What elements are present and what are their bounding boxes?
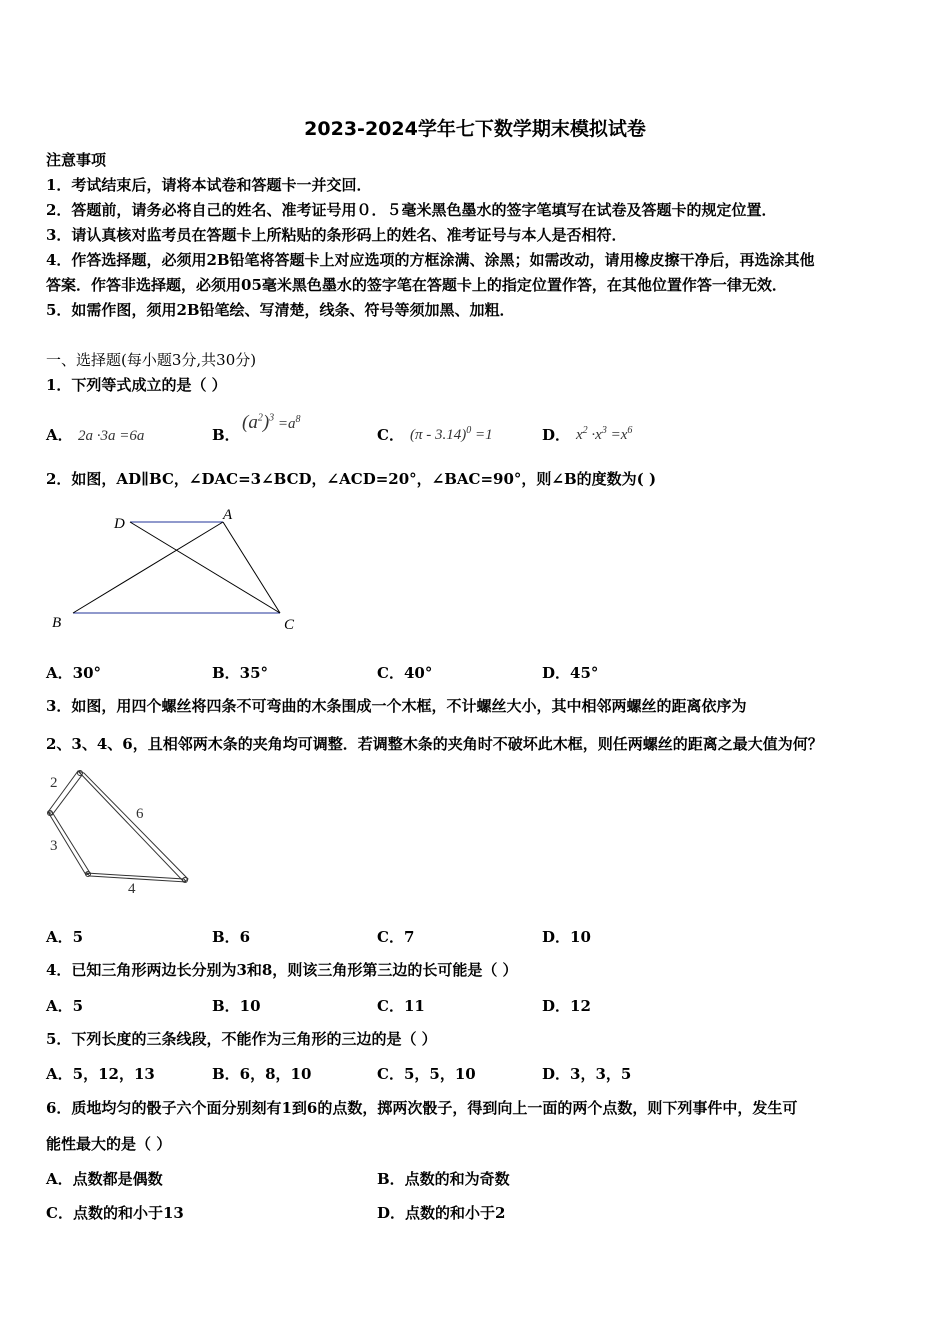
label-b: B [52,615,62,631]
question-3-stem-line2: 2、3、4、6，且相邻两木条的夹角均可调整．若调整木条的夹角时不破坏此木框，则任两螺丝的距离之最大值为何？ [46,735,823,753]
option-b: B．6 [212,928,251,946]
option-c: C．5，5，10 [377,1065,476,1083]
notice-item: 2．答题前，请务必将自己的姓名、准考证号用０．５毫米黑色墨水的签字笔填写在试卷及答题卡的规定位置． [46,201,777,219]
notice-heading: 注意事项 [46,151,107,169]
option-b: B．35° [212,664,269,682]
notice-item: 答案．作答非选择题，必须用05毫米黑色墨水的签字笔在答题卡上的指定位置作答，在其他位置作答一律无效． [46,276,787,294]
notice-item: 5．如需作图，须用2B铅笔绘、写清楚，线条、符号等须加黑、加粗． [46,301,515,319]
bar-6 [78,771,188,882]
bar-4 [86,873,186,882]
option-c: C．点数的和小于13 [46,1204,184,1222]
option-d: D．10 [542,928,591,946]
option-a: A．点数都是偶数 [46,1170,163,1188]
question-6-stem-line1: 6．质地均匀的骰子六个面分别刻有1到6的点数，掷两次骰子，得到向上一面的两个点数，则下列事件中，发生可 [46,1099,798,1117]
option-a: A．5 [46,928,84,946]
option-b-formula: $(a^2)^3 =a^8$ [242,412,301,433]
question-5-stem: 5．下列长度的三条线段，不能作为三角形的三边的是（ ） [46,1030,437,1048]
question-2-figure [40,500,320,640]
section-heading: 一、选择题(每小题3分,共30分) [46,351,257,369]
option-c-label: C． [377,426,404,444]
option-c-formula: (π - 3.14)$^0$ =1 [410,425,493,443]
option-c: C．7 [377,928,415,946]
option-b: B．点数的和为奇数 [377,1170,510,1188]
option-a-formula: 2a ·3a =6a [78,428,145,444]
option-a-label: A． [46,426,73,444]
option-d: D．12 [542,997,591,1015]
segment-ab [73,522,223,613]
label-d: D [114,516,125,532]
option-d: D．点数的和小于2 [377,1204,506,1222]
option-b: B．6，8，10 [212,1065,312,1083]
option-d: D．45° [542,664,599,682]
option-d-formula: $x^2 \cdot x^3 =x^6$ [576,425,633,443]
length-2: 2 [50,775,58,791]
question-1-stem: 1．下列等式成立的是（ ） [46,376,227,394]
option-b-label: B． [212,426,240,444]
option-c: C．11 [377,997,425,1015]
question-3-stem-line1: 3．如图，用四个螺丝将四条不可弯曲的木条围成一个木框，不计螺丝大小，其中相邻两螺丝的距离依序为 [46,697,747,715]
option-c: C．40° [377,664,433,682]
option-d-label: D． [542,426,571,444]
length-3: 3 [50,838,58,854]
label-a: A [223,507,233,523]
segment-ac [223,522,280,613]
notice-item: 3．请认真核对监考员在答题卡上所粘贴的条形码上的姓名、准考证号与本人是否相符． [46,226,627,244]
segment-dc [130,522,280,613]
label-c: C [284,617,295,633]
length-6: 6 [136,806,144,822]
option-a: A．5，12，13 [46,1065,155,1083]
question-2-stem: 2．如图，AD∥BC，∠DAC=3∠BCD，∠ACD=20°，∠BAC=90°，则∠B的度数为( ) [46,470,657,488]
notice-item: 4．作答选择题，必须用2B铅笔将答题卡上对应选项的方框涂满、涂黑；如需改动，请用橡皮擦干净后，再选涂其他 [46,251,815,269]
notice-item: 1．考试结束后，请将本试卷和答题卡一并交回． [46,176,372,194]
option-d: D．3，3，5 [542,1065,632,1083]
option-b: B．10 [212,997,261,1015]
question-6-stem-line2: 能性最大的是（ ） [46,1135,172,1153]
question-3-figure [40,765,200,895]
length-4: 4 [128,881,136,895]
option-a: A．5 [46,997,84,1015]
page-title: 2023-2024学年七下数学期末模拟试卷 [304,118,646,140]
option-a: A．30° [46,664,102,682]
question-4-stem: 4．已知三角形两边长分别为3和8，则该三角形第三边的长可能是（ ） [46,961,518,979]
